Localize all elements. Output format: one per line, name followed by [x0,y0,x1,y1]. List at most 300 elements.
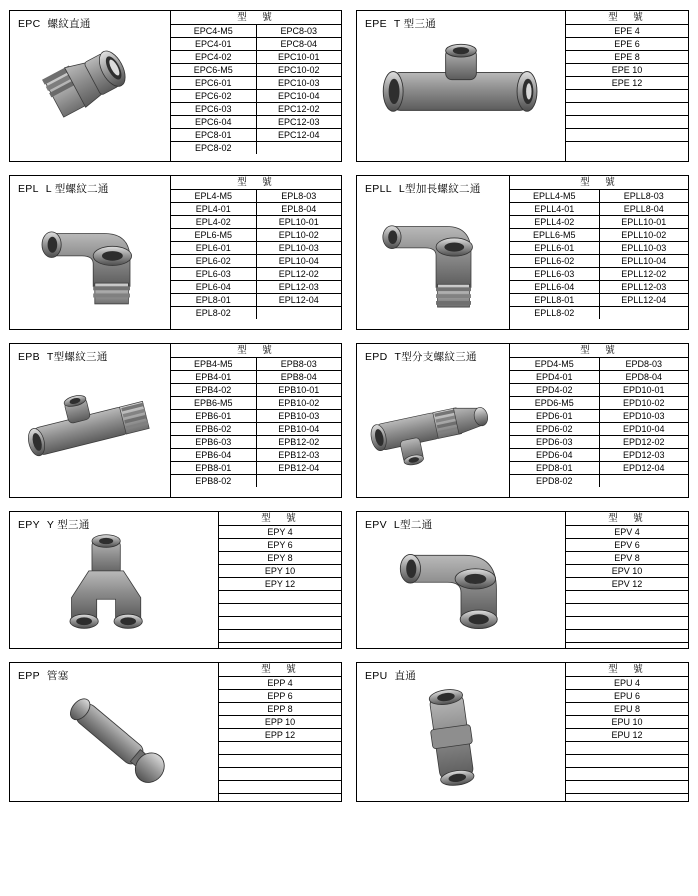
model-cell: EPD10-01 [599,384,688,397]
model-cell [566,630,688,643]
model-table-header: 型 號 [566,512,688,526]
fitting-plug-icon [10,681,218,801]
table-row [171,216,341,229]
model-cell [219,768,341,781]
table-row [171,294,341,307]
table-row [510,371,688,384]
table-row [566,630,688,643]
model-cell: EPD6-04 [510,449,599,462]
product-name-zh: 螺紋直通 [47,18,91,30]
model-cell [219,781,341,794]
table-row [171,475,341,488]
fitting-tee-thread-icon [10,362,170,497]
model-table [171,11,341,154]
product-code: EPB [18,351,40,363]
model-cell: EPB12-04 [256,462,341,475]
product-card-epd [356,343,689,498]
model-table [510,344,688,487]
product-title [10,663,218,683]
fitting-elbow-thread-icon [10,194,170,329]
model-cell: EPY 6 [219,539,341,552]
model-cell: EPL6-M5 [171,229,256,242]
table-row [219,643,341,656]
table-row [566,38,688,51]
model-table-panel [170,344,341,497]
table-row [219,677,341,690]
model-cell: EPE 10 [566,64,688,77]
model-cell: EPB8-03 [256,358,341,371]
model-table-panel [565,11,688,161]
model-cell: EPC8-01 [171,129,256,142]
model-cell: EPC4-01 [171,38,256,51]
product-card-epv [356,511,689,649]
model-cell: EPL6-02 [171,255,256,268]
table-row [566,742,688,755]
model-cell: EPD4-M5 [510,358,599,371]
model-cell: EPC4-M5 [171,25,256,38]
model-cell: EPLL4-02 [510,216,599,229]
model-cell: EPB10-04 [256,423,341,436]
model-cell: EPLL12-02 [599,268,688,281]
product-name-zh: L 型螺紋二通 [45,183,109,195]
table-row [510,268,688,281]
product-name-zh: 管塞 [46,670,69,682]
model-cell: EPLL4-M5 [510,190,599,203]
table-row [510,475,688,488]
table-row [171,449,341,462]
model-cell: EPB10-01 [256,384,341,397]
model-cell: EPU 8 [566,703,688,716]
product-image-panel [357,512,565,648]
model-cell [256,142,341,155]
model-cell: EPV 4 [566,526,688,539]
table-row [171,371,341,384]
model-cell [566,755,688,768]
product-card-epe [356,10,689,162]
table-row [566,565,688,578]
model-cell [599,475,688,488]
table-row [566,690,688,703]
model-table-header: 型 號 [566,663,688,677]
model-cell [219,755,341,768]
product-title [10,344,170,364]
model-table-panel [509,176,688,329]
table-row [566,781,688,794]
model-cell [219,794,341,807]
model-table-panel [565,512,688,648]
fitting-elbow-union-icon [357,530,565,648]
table-row [171,410,341,423]
model-cell: EPD8-03 [599,358,688,371]
table-row [171,129,341,142]
table-row [566,591,688,604]
model-cell: EPL10-03 [256,242,341,255]
table-row [171,38,341,51]
product-code: EPP [18,670,40,682]
table-row [566,90,688,103]
model-cell: EPD12-02 [599,436,688,449]
table-row [566,768,688,781]
table-row [171,116,341,129]
model-cell: EPC12-04 [256,129,341,142]
table-row [219,794,341,807]
table-row [219,781,341,794]
model-cell: EPD6-01 [510,410,599,423]
product-name-zh: T型分支螺紋三通 [394,351,477,363]
model-cell [566,794,688,807]
model-cell: EPU 4 [566,677,688,690]
model-cell: EPU 10 [566,716,688,729]
table-row [171,281,341,294]
model-cell: EPD10-02 [599,397,688,410]
model-table-header: 型 號 [171,176,341,190]
table-row [219,617,341,630]
model-cell: EPD12-04 [599,462,688,475]
table-row [510,294,688,307]
model-cell: EPLL8-01 [510,294,599,307]
product-card-epy [9,511,342,649]
model-cell: EPD8-02 [510,475,599,488]
table-row [219,630,341,643]
model-cell: EPLL6-04 [510,281,599,294]
model-cell: EPL10-02 [256,229,341,242]
model-cell: EPC10-03 [256,77,341,90]
model-table [510,176,688,319]
product-title [10,176,170,196]
model-cell: EPD6-02 [510,423,599,436]
model-cell: EPV 8 [566,552,688,565]
table-row [566,703,688,716]
table-row [219,526,341,539]
table-row [510,307,688,320]
model-cell: EPD8-01 [510,462,599,475]
product-title [357,344,509,364]
table-row [566,643,688,656]
model-cell [566,129,688,142]
model-table-panel [218,663,341,801]
table-row [510,203,688,216]
fitting-y-union-icon [10,530,218,648]
table-row [566,677,688,690]
model-cell: EPC6-01 [171,77,256,90]
model-cell [219,630,341,643]
table-row [510,384,688,397]
table-row [219,703,341,716]
model-cell: EPLL8-04 [599,203,688,216]
model-cell: EPC12-02 [256,103,341,116]
model-cell: EPC10-04 [256,90,341,103]
model-table-header: 型 號 [510,344,688,358]
model-cell: EPL8-01 [171,294,256,307]
model-cell: EPLL10-04 [599,255,688,268]
model-cell: EPB6-M5 [171,397,256,410]
model-cell: EPLL10-02 [599,229,688,242]
product-card-epb [9,343,342,498]
table-row [510,281,688,294]
model-table-panel [565,663,688,801]
model-cell [566,142,688,155]
model-cell: EPC6-04 [171,116,256,129]
model-table [219,512,341,655]
table-row [171,190,341,203]
model-cell: EPC8-03 [256,25,341,38]
model-cell: EPL8-02 [171,307,256,320]
table-row [171,423,341,436]
product-name-zh: Y 型三通 [46,519,90,531]
product-image-panel [10,344,170,497]
table-row [171,242,341,255]
table-row [171,25,341,38]
model-table-header: 型 號 [171,344,341,358]
model-cell: EPLL10-03 [599,242,688,255]
product-code: EPD [365,351,388,363]
model-cell: EPB8-04 [256,371,341,384]
model-cell: EPB6-01 [171,410,256,423]
table-row [566,729,688,742]
product-image-panel [10,663,218,801]
model-table [566,11,688,154]
model-cell: EPB6-02 [171,423,256,436]
model-cell: EPE 6 [566,38,688,51]
model-cell: EPLL4-01 [510,203,599,216]
fitting-tee-union-icon [357,29,565,161]
table-row [566,794,688,807]
product-title [10,512,218,532]
model-cell: EPC8-02 [171,142,256,155]
table-row [566,526,688,539]
table-row [510,462,688,475]
table-row [219,591,341,604]
model-cell: EPU 12 [566,729,688,742]
model-cell: EPL4-M5 [171,190,256,203]
table-row [219,565,341,578]
model-cell: EPLL12-03 [599,281,688,294]
product-card-epc [9,10,342,162]
model-cell [599,307,688,320]
table-row [510,216,688,229]
product-code: EPLL [365,183,392,195]
model-cell: EPL10-04 [256,255,341,268]
model-cell: EPL6-03 [171,268,256,281]
model-cell: EPD12-03 [599,449,688,462]
model-cell [256,307,341,320]
model-cell: EPC8-04 [256,38,341,51]
model-cell [566,116,688,129]
model-cell: EPB8-02 [171,475,256,488]
model-cell: EPY 10 [219,565,341,578]
product-name-zh: T 型三通 [393,18,437,30]
model-cell: EPE 4 [566,25,688,38]
table-row [171,358,341,371]
table-row [566,142,688,155]
table-row [510,229,688,242]
table-row [171,255,341,268]
model-cell: EPL12-04 [256,294,341,307]
table-row [219,578,341,591]
table-row [566,604,688,617]
model-cell: EPU 6 [566,690,688,703]
model-cell: EPL12-03 [256,281,341,294]
table-row [171,462,341,475]
table-row [219,716,341,729]
model-cell: EPL4-01 [171,203,256,216]
model-cell: EPP 10 [219,716,341,729]
table-row [219,539,341,552]
model-cell: EPB6-04 [171,449,256,462]
model-cell [566,781,688,794]
model-cell: EPL8-04 [256,203,341,216]
table-row [566,116,688,129]
model-cell: EPD4-02 [510,384,599,397]
model-cell: EPP 6 [219,690,341,703]
model-cell [566,617,688,630]
model-cell: EPC6-02 [171,90,256,103]
product-image-panel [357,176,509,329]
product-name-zh: 直通 [394,670,417,682]
model-cell [566,768,688,781]
fitting-branch-tee-thread-icon [357,362,509,497]
product-title [10,11,170,31]
table-row [566,25,688,38]
product-code: EPE [365,18,387,30]
product-name-zh: L型二通 [393,519,433,531]
table-row [510,436,688,449]
model-cell: EPLL8-02 [510,307,599,320]
table-row [219,768,341,781]
table-row [171,397,341,410]
model-cell: EPC4-02 [171,51,256,64]
model-cell: EPL10-01 [256,216,341,229]
table-row [566,755,688,768]
table-row [171,307,341,320]
model-cell: EPD10-04 [599,423,688,436]
product-code: EPL [18,183,39,195]
model-cell: EPD6-M5 [510,397,599,410]
table-row [171,268,341,281]
table-row [171,203,341,216]
table-row [566,103,688,116]
model-cell: EPC10-01 [256,51,341,64]
product-card-epp [9,662,342,802]
model-cell: EPY 8 [219,552,341,565]
product-name-zh: L型加長螺紋二通 [398,183,481,195]
model-cell: EPB12-03 [256,449,341,462]
model-cell: EPV 12 [566,578,688,591]
table-row [219,690,341,703]
model-cell: EPC6-03 [171,103,256,116]
model-cell: EPB8-01 [171,462,256,475]
model-cell: EPP 4 [219,677,341,690]
table-row [510,255,688,268]
model-cell [219,604,341,617]
model-cell [566,742,688,755]
model-cell: EPB6-03 [171,436,256,449]
product-card-epll [356,175,689,330]
table-row [219,552,341,565]
product-image-panel [357,11,565,161]
table-row [171,103,341,116]
model-table-header: 型 號 [219,663,341,677]
product-card-epl [9,175,342,330]
model-cell: EPLL6-01 [510,242,599,255]
model-cell: EPB4-M5 [171,358,256,371]
model-cell [566,604,688,617]
fitting-straight-union-icon [357,681,565,801]
table-row [566,578,688,591]
model-cell: EPC6-M5 [171,64,256,77]
table-row [219,729,341,742]
model-cell: EPP 12 [219,729,341,742]
table-row [219,755,341,768]
product-code: EPY [18,519,40,531]
fitting-long-elbow-thread-icon [357,194,509,329]
model-cell: EPB12-02 [256,436,341,449]
table-row [510,190,688,203]
product-title [357,176,509,196]
model-table [566,512,688,655]
product-image-panel [10,512,218,648]
model-cell: EPC10-02 [256,64,341,77]
model-table-panel [170,176,341,329]
table-row [219,742,341,755]
table-row [566,64,688,77]
table-row [171,142,341,155]
table-row [510,358,688,371]
table-row [219,604,341,617]
table-row [566,716,688,729]
model-cell: EPV 10 [566,565,688,578]
table-row [566,617,688,630]
model-cell: EPLL10-01 [599,216,688,229]
table-row [171,64,341,77]
model-cell: EPL8-03 [256,190,341,203]
product-title [357,663,565,683]
model-cell [256,475,341,488]
table-row [566,552,688,565]
model-cell [219,742,341,755]
table-row [510,397,688,410]
model-table-header: 型 號 [510,176,688,190]
model-cell: EPLL12-04 [599,294,688,307]
model-cell [219,591,341,604]
product-code: EPV [365,519,387,531]
model-cell: EPB4-02 [171,384,256,397]
model-table-header: 型 號 [566,11,688,25]
product-image-panel [357,663,565,801]
product-title [357,512,565,532]
model-cell: EPD8-04 [599,371,688,384]
model-cell [566,643,688,656]
product-card-epu [356,662,689,802]
model-cell: EPL6-04 [171,281,256,294]
model-cell: EPLL6-02 [510,255,599,268]
table-row [510,410,688,423]
model-table-panel [509,344,688,497]
model-cell: EPLL6-M5 [510,229,599,242]
table-row [510,242,688,255]
product-image-panel [10,11,170,161]
model-table-panel [218,512,341,648]
product-code: EPC [18,18,41,30]
table-row [171,384,341,397]
model-table [171,176,341,319]
table-row [510,423,688,436]
product-image-panel [10,176,170,329]
table-row [171,229,341,242]
table-row [171,436,341,449]
fitting-straight-thread-icon [10,29,170,161]
table-row [171,77,341,90]
